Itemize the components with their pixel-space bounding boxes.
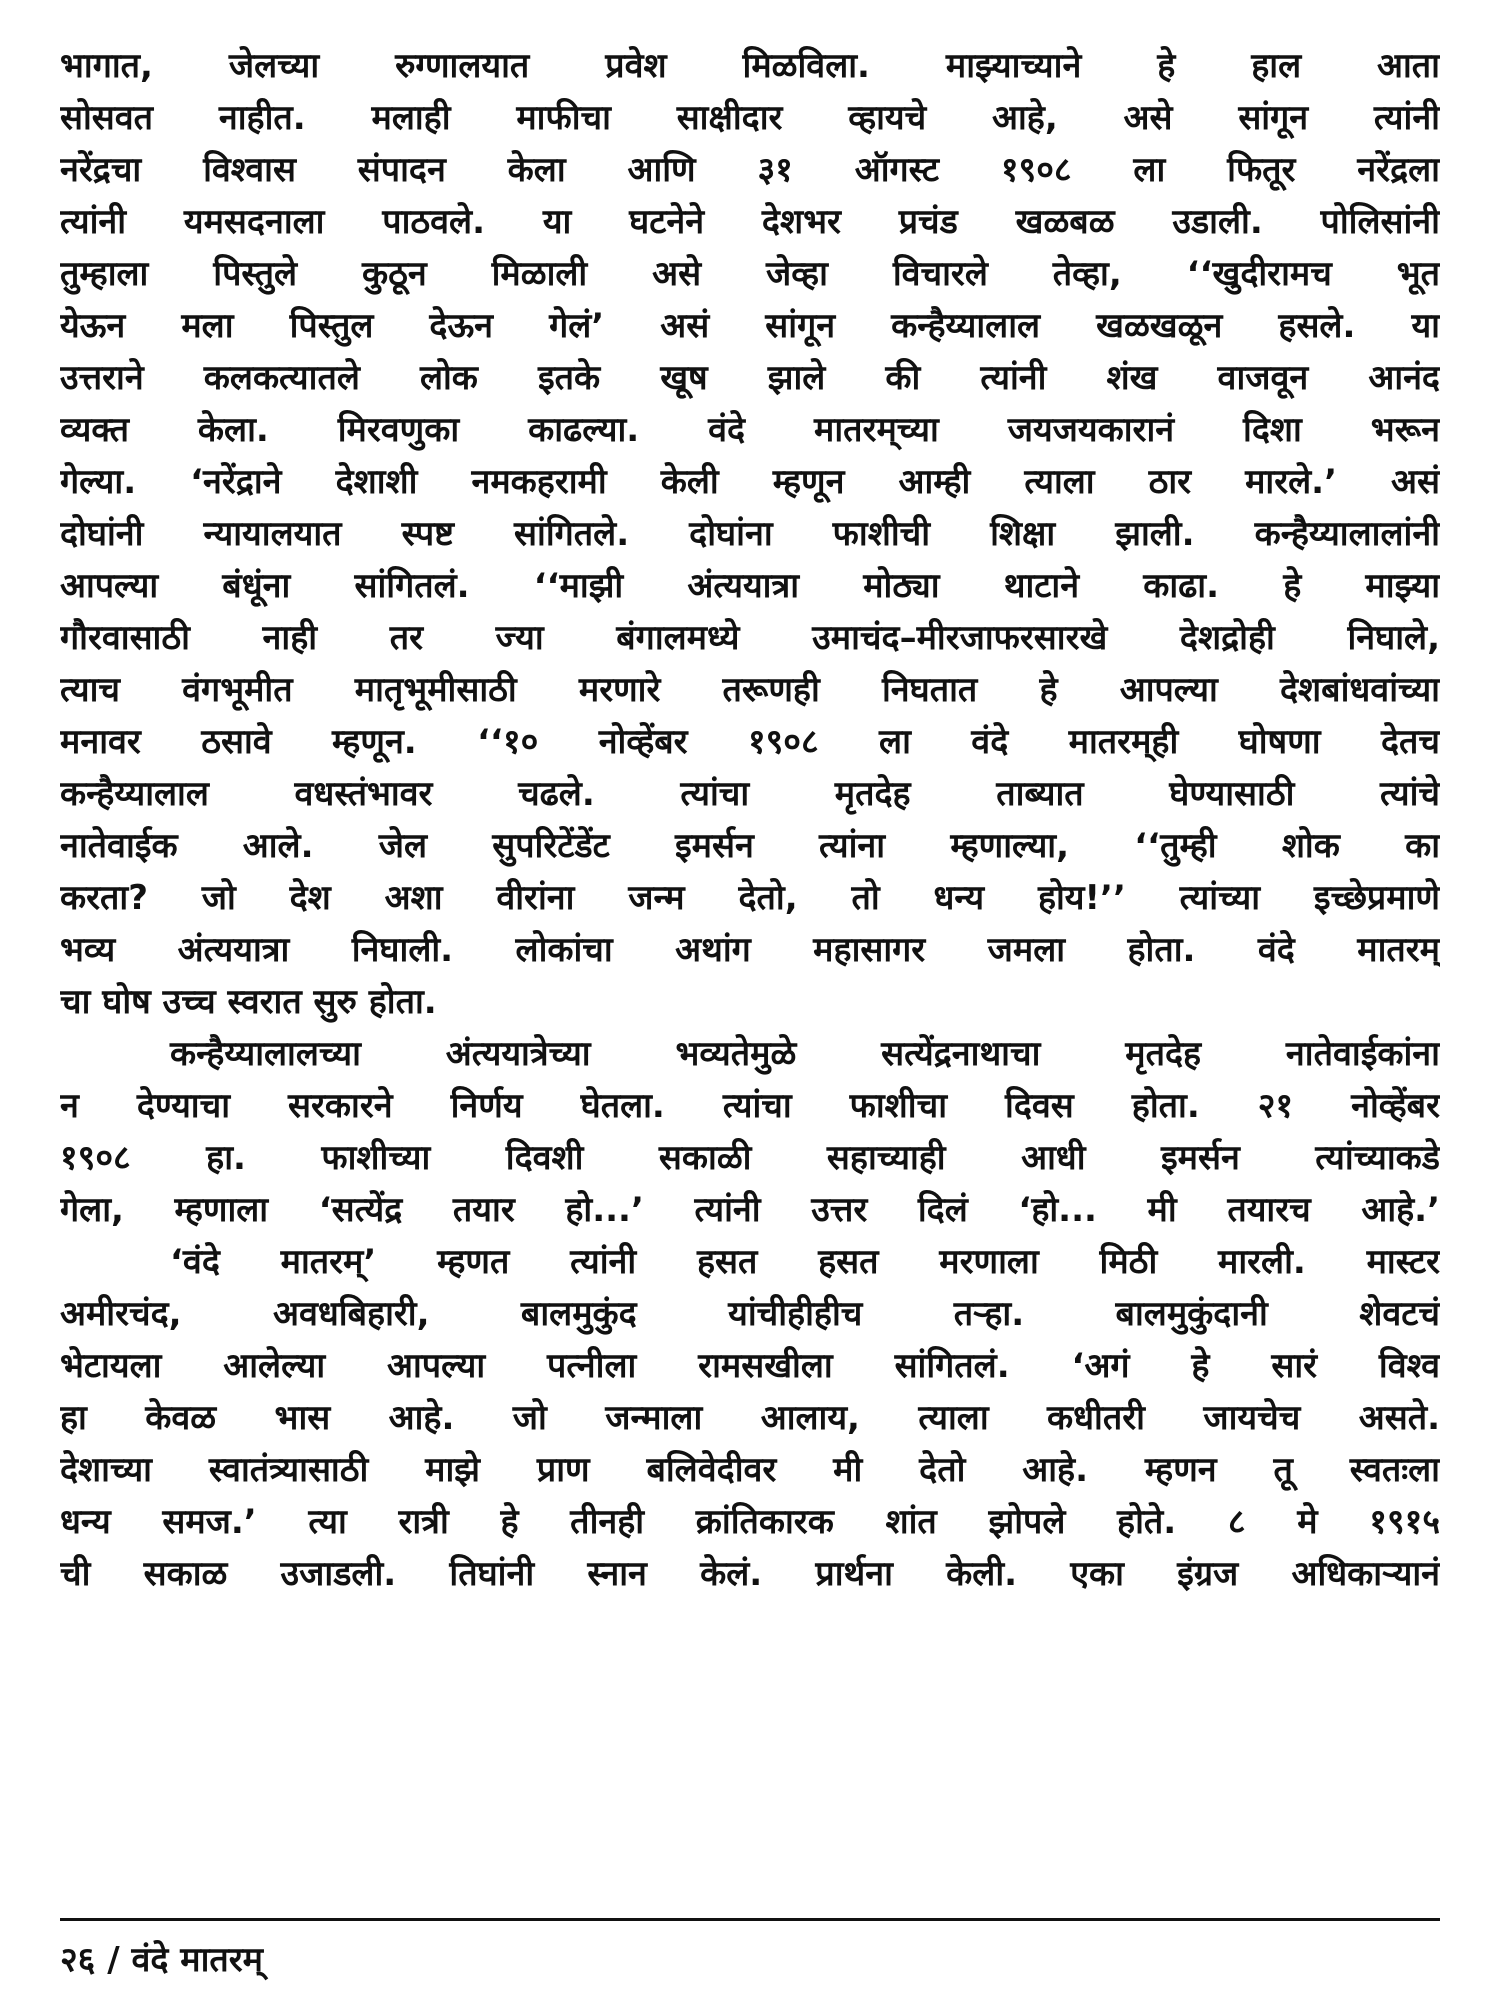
text-line: गेला, म्हणाला ‘सत्येंद्र तयार हो...’ त्यांनी उत्तर दिलं ‘हो... मी तयारच आहे.’ bbox=[60, 1190, 1440, 1230]
text-line: गेल्या. ‘नरेंद्राने देशाशी नमकहरामी केली म्हणून आम्ही त्याला ठार मारले.’ असं bbox=[60, 462, 1440, 502]
page-footer: २६ / वंदे मातरम् bbox=[60, 1940, 264, 1980]
text-line: सोसवत नाहीत. मलाही माफीचा साक्षीदार व्हायचे आहे, असे सांगून त्यांनी bbox=[60, 98, 1440, 138]
text-line: १९०८ हा. फाशीच्या दिवशी सकाळी सहाच्याही आधी इमर्सन त्यांच्याकडे bbox=[60, 1138, 1440, 1178]
text-line: न देण्याचा सरकारने निर्णय घेतला. त्यांचा फाशीचा दिवस होता. २१ नोव्हेंबर bbox=[60, 1086, 1440, 1126]
text-line: दोघांनी न्यायालयात स्पष्ट सांगितले. दोघांना फाशीची शिक्षा झाली. कन्हैय्यालालांनी bbox=[60, 514, 1440, 554]
body-text bbox=[60, 40, 1440, 1600]
text-line: येऊन मला पिस्तुल देऊन गेलं’ असं सांगून कन्हैय्यालाल खळखळून हसले. या bbox=[60, 306, 1440, 346]
text-line: धन्य समज.’ त्या रात्री हे तीनही क्रांतिकारक शांत झोपले होते. ८ मे १९१५ bbox=[60, 1502, 1440, 1542]
text-line: नरेंद्रचा विश्वास संपादन केला आणि ३१ ऑगस्ट १९०८ ला फितूर नरेंद्रला bbox=[60, 150, 1440, 190]
text-line: तुम्हाला पिस्तुले कुठून मिळाली असे जेव्हा विचारले तेव्हा, ‘‘खुदीरामच भूत bbox=[60, 254, 1440, 294]
text-line: कन्हैय्यालालच्या अंत्ययात्रेच्या भव्यतेमुळे सत्येंद्रनाथाचा मृतदेह नातेवाईकांना bbox=[170, 1034, 1440, 1074]
text-line: देशाच्या स्वातंत्र्यासाठी माझे प्राण बलिवेदीवर मी देतो आहे. म्हणन तू स्वतःला bbox=[60, 1450, 1440, 1490]
text-line: ची सकाळ उजाडली. तिघांनी स्नान केलं. प्रार्थना केली. एका इंग्रज अधिकाऱ्यानं bbox=[60, 1554, 1440, 1594]
text-line: भागात, जेलच्या रुग्णालयात प्रवेश मिळविला. माझ्याच्याने हे हाल आता bbox=[60, 46, 1440, 86]
text-line: उत्तराने कलकत्यातले लोक इतके खूष झाले की त्यांनी शंख वाजवून आनंद bbox=[60, 358, 1440, 398]
text-line: भव्य अंत्ययात्रा निघाली. लोकांचा अथांग महासागर जमला होता. वंदे मातरम् bbox=[60, 930, 1440, 970]
text-line: त्याच वंगभूमीत मातृभूमीसाठी मरणारे तरूणही निघतात हे आपल्या देशबांधवांच्या bbox=[60, 670, 1440, 710]
footer-divider bbox=[60, 1918, 1440, 1921]
text-line: मनावर ठसावे म्हणून. ‘‘१० नोव्हेंबर १९०८ ला वंदे मातरम्‌ही घोषणा देतच bbox=[60, 722, 1440, 762]
text-line: गौरवासाठी नाही तर ज्या बंगालमध्ये उमाचंद–मीरजाफरसारखे देशद्रोही निघाले, bbox=[60, 618, 1440, 658]
text-line: आपल्या बंधूंना सांगितलं. ‘‘माझी अंत्ययात्रा मोठ्या थाटाने काढा. हे माझ्या bbox=[60, 566, 1440, 606]
text-line: व्यक्त केला. मिरवणुका काढल्या. वंदे मातरम्‌च्या जयजयकारानं दिशा भरून bbox=[60, 410, 1440, 450]
text-line: भेटायला आलेल्या आपल्या पत्नीला रामसखीला सांगितलं. ‘अगं हे सारं विश्व bbox=[60, 1346, 1440, 1386]
text-line: करता? जो देश अशा वीरांना जन्म देतो, तो धन्य होय!’’ त्यांच्या इच्छेप्रमाणे bbox=[60, 878, 1440, 918]
text-line: अमीरचंद, अवधबिहारी, बालमुकुंद यांचीहीहीच तऱ्हा. बालमुकुंदानी शेवटचं bbox=[60, 1294, 1440, 1334]
text-line: कन्हैय्यालाल वधस्तंभावर चढले. त्यांचा मृतदेह ताब्यात घेण्यासाठी त्यांचे bbox=[60, 774, 1440, 814]
text-line: चा घोष उच्च स्वरात सुरु होता. bbox=[60, 982, 437, 1022]
text-line: नातेवाईक आले. जेल सुपरिटेंडेंट इमर्सन त्यांना म्हणाल्या, ‘‘तुम्ही शोक का bbox=[60, 826, 1440, 866]
text-line: त्यांनी यमसदनाला पाठवले. या घटनेने देशभर प्रचंड खळबळ उडाली. पोलिसांनी bbox=[60, 202, 1440, 242]
text-line: हा केवळ भास आहे. जो जन्माला आलाय, त्याला कधीतरी जायचेच असते. bbox=[60, 1398, 1440, 1438]
text-line: ‘वंदे मातरम्’ म्हणत त्यांनी हसत हसत मरणाला मिठी मारली. मास्टर bbox=[170, 1242, 1440, 1282]
